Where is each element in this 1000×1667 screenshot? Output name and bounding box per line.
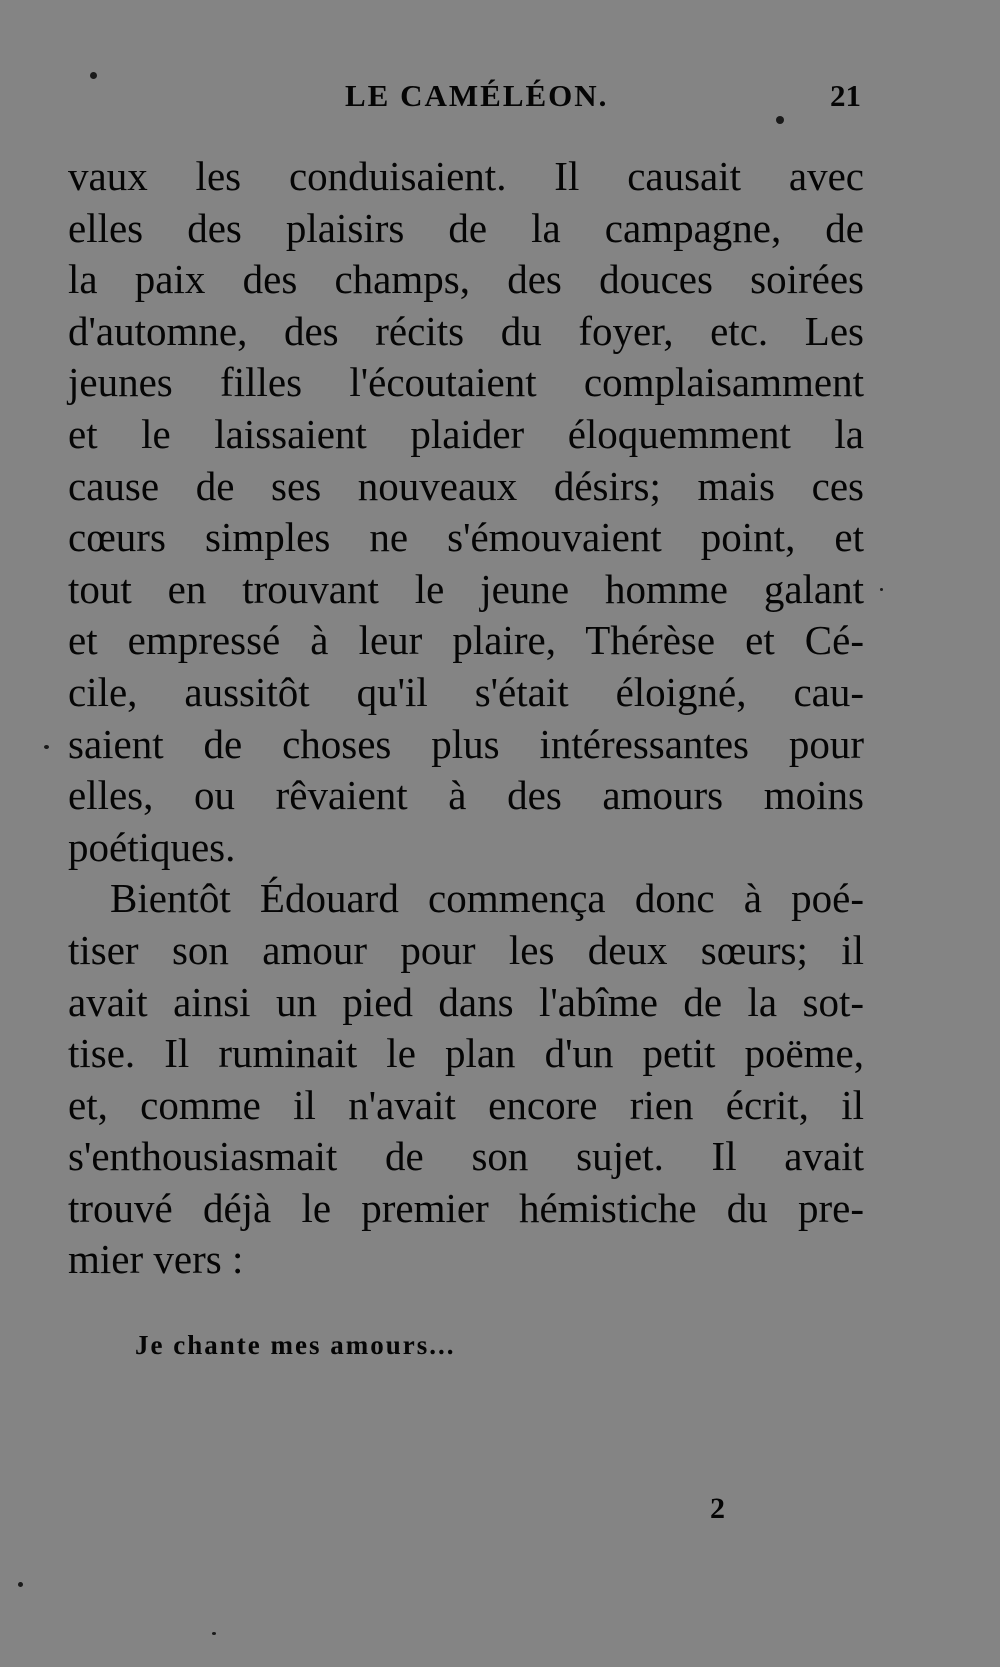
text-line: et empressé à leur plaire, Thérèse et Cé-: [68, 617, 864, 664]
text-line: poétiques.: [68, 823, 236, 870]
text-line: elles des plaisirs de la campagne, de: [68, 204, 864, 251]
text-line: cœurs simples ne s'émouvaient point, et: [68, 514, 864, 561]
page-number: 21: [830, 78, 861, 113]
text-line: saient de choses plus intéressantes pour: [68, 720, 864, 767]
text-line: jeunes filles l'écoutaient complaisamment: [68, 359, 864, 406]
text-line: elles, ou rêvaient à des amours moins: [68, 772, 864, 819]
scan-speck: [776, 116, 784, 124]
running-title: LE CAMÉLÉON.: [345, 78, 609, 113]
text-line: tout en trouvant le jeune homme galant: [68, 565, 864, 612]
text-line: avait ainsi un pied dans l'abîme de la sot-: [68, 978, 864, 1025]
verse-quote: Je chante mes amours...: [135, 1330, 456, 1360]
text-line: et, comme il n'avait encore rien écrit, il: [68, 1081, 864, 1128]
body-text: [68, 151, 864, 1286]
text-line: Bientôt Édouard commença donc à poé-: [110, 875, 864, 922]
text-line: cile, aussitôt qu'il s'était éloigné, cau-: [68, 668, 864, 715]
text-line: vaux les conduisaient. Il causait avec: [68, 153, 864, 199]
text-line: tiser son amour pour les deux sœurs; il: [68, 926, 864, 973]
text-line: mier vers :: [68, 1236, 244, 1283]
signature-mark: 2: [710, 1492, 725, 1525]
text-line: d'automne, des récits du foyer, etc. Les: [68, 307, 864, 354]
text-line: trouvé déjà le premier hémistiche du pre-: [68, 1184, 864, 1231]
text-line: cause de ses nouveaux désirs; mais ces: [68, 462, 864, 509]
text-line: s'enthousiasmait de son sujet. Il avait: [68, 1133, 864, 1180]
scan-speck: [880, 588, 883, 591]
scan-speck: [44, 745, 49, 749]
text-line: tise. Il ruminait le plan d'un petit poëme,: [68, 1030, 864, 1077]
text-line: la paix des champs, des douces soirées: [68, 256, 864, 303]
scan-speck: [90, 72, 97, 79]
scan-speck: [212, 1632, 216, 1635]
text-line: et le laissaient plaider éloquemment la: [68, 410, 864, 457]
scan-speck: [18, 1582, 23, 1587]
